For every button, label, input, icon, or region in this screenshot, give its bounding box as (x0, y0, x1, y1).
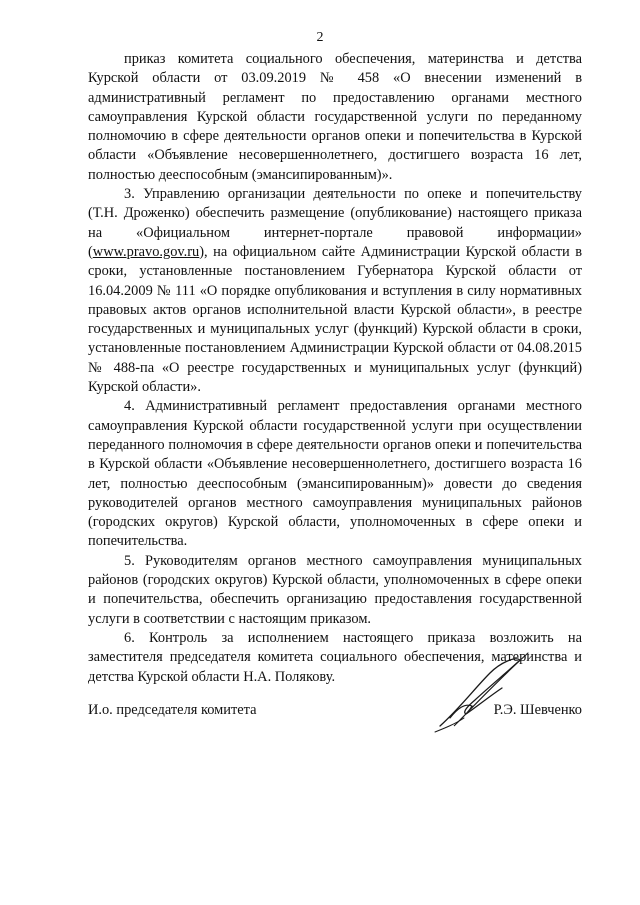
pravo-link[interactable]: www.pravo.gov.ru (92, 243, 200, 260)
paragraph-3-text-start: 3. Управлению организации деятельности по опеке и попечительству (Т.Н. Дроженко) обеспечить размещение (опубликование) настоящего приказа на «Официальном интернет-портале правовой информации» ( (88, 186, 582, 260)
signature-block (88, 700, 582, 724)
signatory-position: И.о. председателя комитета (88, 702, 257, 718)
paragraph-3-publication (88, 185, 582, 397)
handwritten-signature (420, 648, 540, 738)
paragraph-5-heads: 5. Руководителям органов местного самоуправления муниципальных районов (городских округов) Курской области, уполномоченных в сфере опеки и попечительства, обеспечить организацию предоставления государственной услуги в соответствии с настоящим приказом. (88, 552, 582, 627)
paragraph-order-reference: приказ комитета социального обеспечения, материнства и детства Курской области от 03.09.2019 № 458 «О внесении изменений в административный регламент по предоставлению органами местного самоуправления Курской области государственной услуги по переданному полномочию в сфере деятельности органов опеки и попечительства в Курской области «Объявление несовершеннолетнего, достигшего возраста 16 лет, полностью дееспособным (эмансипированным)». (88, 51, 582, 183)
paragraph-6-control: 6. Контроль за исполнением настоящего приказа возложить на заместителя председателя комитета социального обеспечения, материнства и детства Курской области Н.А. Полякову. (88, 629, 582, 685)
document-body (88, 50, 582, 687)
signatory-name: Р.Э. Шевченко (493, 702, 582, 718)
page-number: 2 (316, 30, 324, 45)
paragraph-3-text-end: ), на официальном сайте Администрации Курской области в сроки, установленные постановлением Губернатора Курской области от 16.04.2009 № 111 «О порядке опубликования и вступления в силу нормативных правовых актов органов исполнительной власти Курской области», в реестре государственных и муниципальных услуг (функций) Курской области в сроки, установленные постановлением Администрации Курской области от 04.08.2015 № 488-па «О реестре государственных и муниципальных услуг (функций) Курской области». (88, 243, 582, 396)
paragraph-4-regulation: 4. Административный регламент предоставления органами местного самоуправления Курской области государственной услуги при осуществлении переданного полномочия в сфере деятельности органов опеки и попечительства в Курской области «Объявление несовершеннолетнего, достигшего возраста 16 лет, полностью дееспособным (эмансипированным)» довести до сведения руководителей органов местного самоуправления муниципальных районов (городских округов) Курской области, уполномоченных в сфере опеки и попечительства. (88, 398, 582, 550)
